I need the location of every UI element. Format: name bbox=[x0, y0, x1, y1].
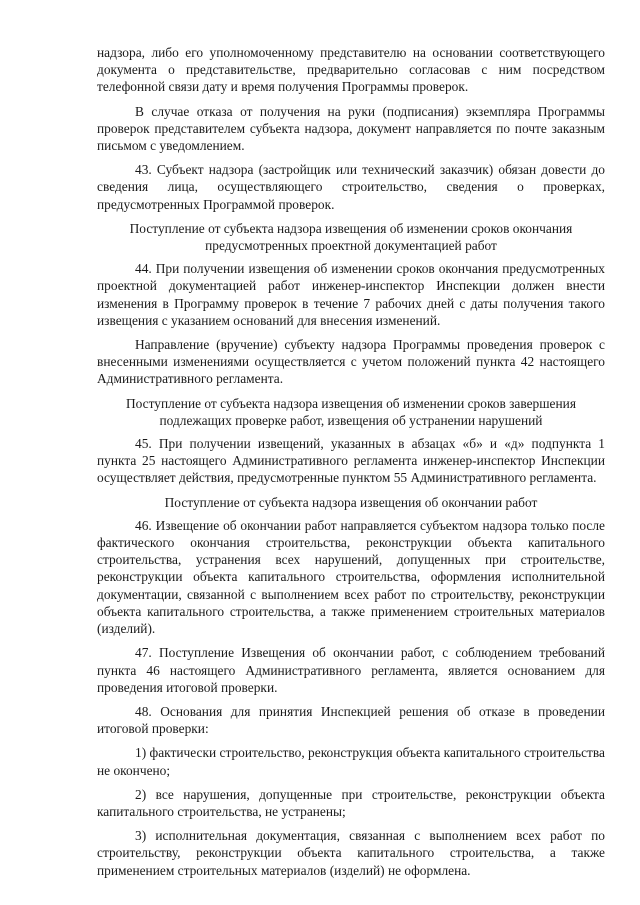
paragraph-refusal: В случае отказа от получения на руки (подписания) экземпляра Программы проверок представителем субъекта надзора, документ направляется по почте заказным письмом с уведомлением. bbox=[97, 103, 605, 154]
paragraph-48-item-1: 1) фактически строительство, реконструкция объекта капитального строительства не окончено; bbox=[97, 745, 605, 778]
section-heading-works-completion: Поступление от субъекта надзора извещения об окончании работ bbox=[164, 494, 538, 510]
paragraph-48-item-3: 3) исполнительная документация, связанная с выполнением всех работ по строительству, реконструкции объекта капитального строительства, а также применением строительных материалов (изделий) не оформлена. bbox=[97, 828, 605, 878]
paragraph-43: 43. Субъект надзора (застройщик или технический заказчик) обязан довести до сведения лица, осуществляющего строительство, сведения о проверках, предусмотренных Программой проверок. bbox=[97, 162, 605, 212]
paragraph-45: 45. При получении извещений, указанных в абзацах «б» и «д» подпункта 1 пункта 25 настоящего Административного регламента инженер-инспектор Инспекции осуществляет действия, предусмотренные пунктом 55 Административного регламента. bbox=[97, 436, 605, 486]
paragraph-46: 46. Извещение об окончании работ направляется субъектом надзора только после фактического окончания строительства, реконструкции объекта капитального строительства, устранения всех нарушений, допущенных при строительстве, реконструкции объекта капитального строительства, оформления исполнительной документации, связанной с выполнением всех работ по строительству, реконструкции объекта капитального строительства, а также применением строительных материалов (изделий). bbox=[97, 517, 605, 637]
paragraph-48: 48. Основания для принятия Инспекцией решения об отказе в проведении итоговой проверки: bbox=[97, 703, 605, 737]
section-heading-completion-change: Поступление от субъекта надзора извещения об изменении сроков завершения подлежащих проверке работ, извещения об устранении нарушений bbox=[125, 395, 576, 428]
document-page bbox=[97, 44, 605, 886]
paragraph-44: 44. При получении извещения об изменении сроков окончания предусмотренных проектной документацией работ инженер-инспектор Инспекции должен внести изменения в Программу проверок в течение 7 рабочих дней с даты получения такого извещения с указанием оснований для внесения изменений. bbox=[97, 261, 605, 328]
paragraph-continuation: надзора, либо его уполномоченному представителю на основании соответствующего документа о представительстве, предварительно согласовав с ним посредством телефонной связи дату и время получения Программы проверок. bbox=[97, 45, 605, 95]
paragraph-47: 47. Поступление Извещения об окончании работ, с соблюдением требований пункта 46 настоящего Административного регламента, является основанием для проведения итоговой проверки. bbox=[97, 645, 605, 695]
paragraph-48-item-2: 2) все нарушения, допущенные при строительстве, реконструкции объекта капитального строительства, не устранены; bbox=[97, 786, 605, 819]
section-heading-deadline-change: Поступление от субъекта надзора извещения об изменении сроков окончания предусмотренных проектной документацией работ bbox=[129, 220, 573, 254]
paragraph-direction: Направление (вручение) субъекту надзора Программы проведения проверок с внесенными изменениями осуществляется с учетом положений пункта 42 настоящего Административного регламента. bbox=[97, 337, 605, 387]
